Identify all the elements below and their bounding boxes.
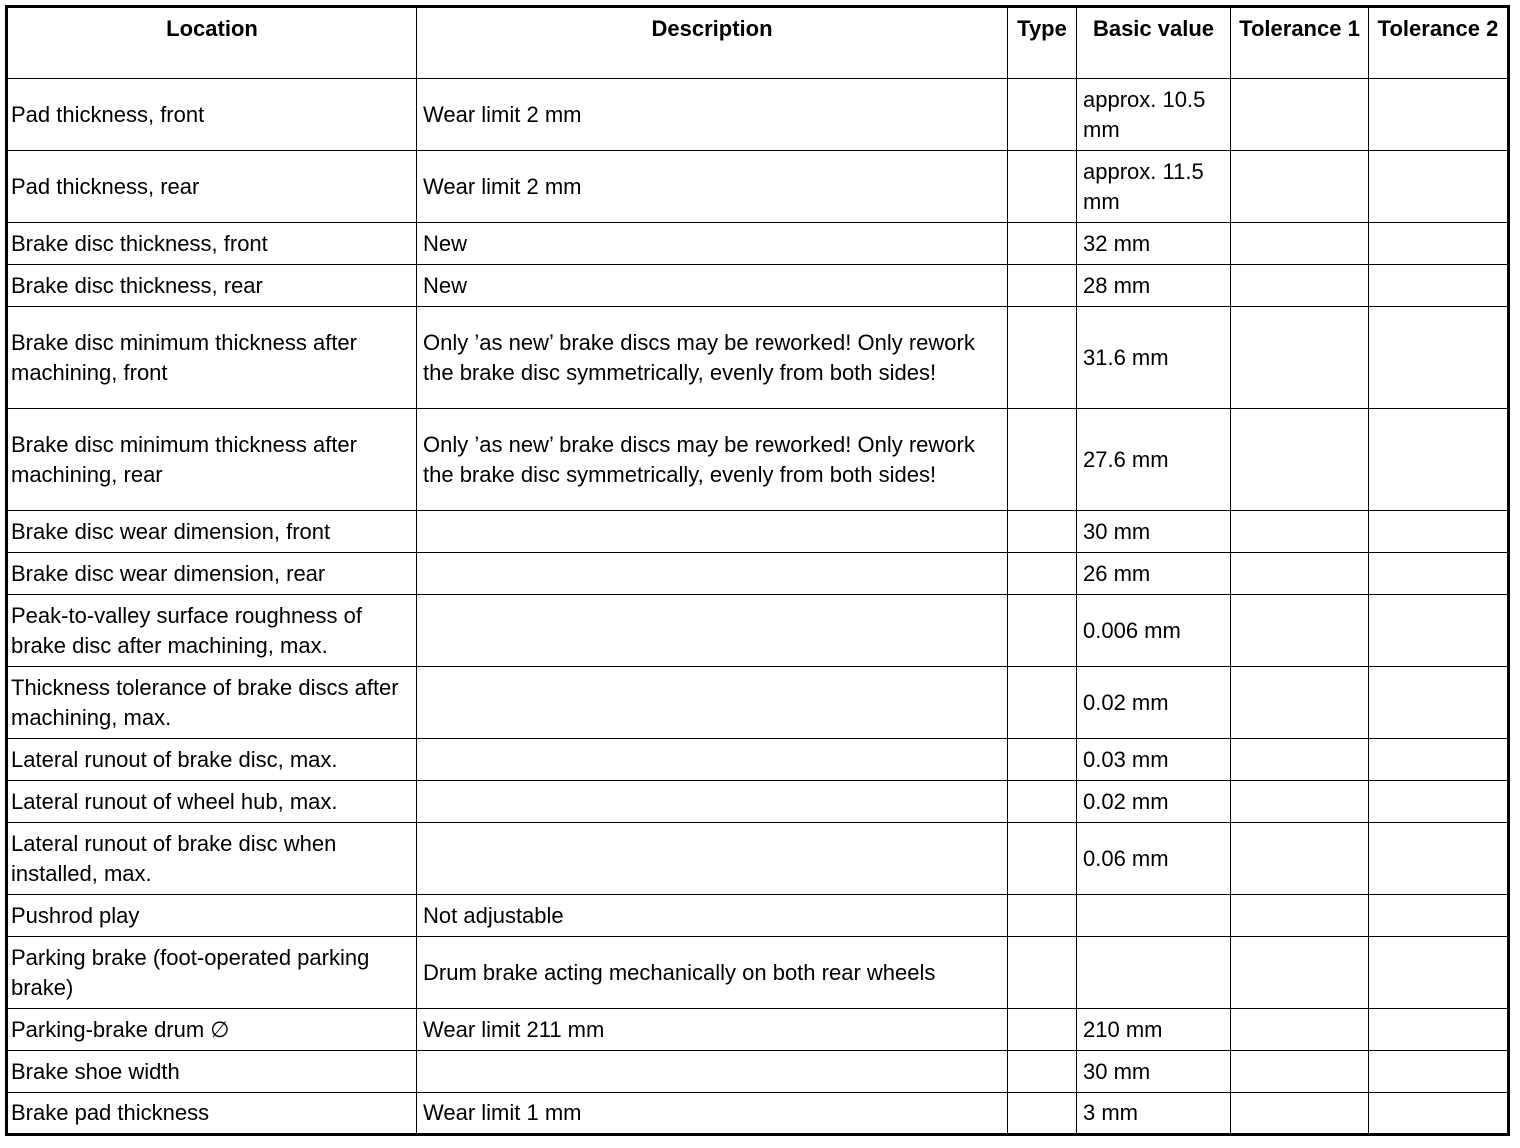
cell-tolerance-1: [1231, 307, 1369, 409]
cell-basic-value: 28 mm: [1077, 265, 1231, 307]
col-header-type: Type: [1008, 7, 1077, 79]
cell-basic-value: [1077, 895, 1231, 937]
cell-basic-value: 0.006 mm: [1077, 595, 1231, 667]
cell-location: Parking brake (foot-operated parking brake): [7, 937, 417, 1009]
cell-basic-value: 26 mm: [1077, 553, 1231, 595]
cell-tolerance-2: [1369, 79, 1509, 151]
cell-description: Not adjustable: [417, 895, 1008, 937]
cell-description: Wear limit 211 mm: [417, 1009, 1008, 1051]
cell-description: [417, 667, 1008, 739]
cell-location: Pad thickness, front: [7, 79, 417, 151]
table-row: [7, 823, 1509, 895]
col-header-location: Location: [7, 7, 417, 79]
cell-description: [417, 781, 1008, 823]
table-row: [7, 667, 1509, 739]
cell-tolerance-2: [1369, 781, 1509, 823]
cell-tolerance-2: [1369, 667, 1509, 739]
cell-tolerance-1: [1231, 739, 1369, 781]
cell-type: [1008, 307, 1077, 409]
cell-basic-value: [1077, 937, 1231, 1009]
cell-location: Brake pad thickness: [7, 1093, 417, 1135]
cell-description: [417, 823, 1008, 895]
table-row: [7, 1009, 1509, 1051]
cell-basic-value: 0.02 mm: [1077, 781, 1231, 823]
table-row: [7, 511, 1509, 553]
cell-tolerance-1: [1231, 1009, 1369, 1051]
table-row: [7, 553, 1509, 595]
cell-location: Lateral runout of brake disc when installed, max.: [7, 823, 417, 895]
cell-type: [1008, 409, 1077, 511]
cell-basic-value: 0.03 mm: [1077, 739, 1231, 781]
cell-location: Brake disc minimum thickness after machining, front: [7, 307, 417, 409]
cell-location: Lateral runout of brake disc, max.: [7, 739, 417, 781]
cell-location: Pushrod play: [7, 895, 417, 937]
cell-tolerance-1: [1231, 265, 1369, 307]
cell-basic-value: 27.6 mm: [1077, 409, 1231, 511]
cell-type: [1008, 1051, 1077, 1093]
cell-description: [417, 553, 1008, 595]
cell-tolerance-1: [1231, 223, 1369, 265]
cell-location: Brake disc minimum thickness after machining, rear: [7, 409, 417, 511]
cell-tolerance-2: [1369, 823, 1509, 895]
cell-tolerance-2: [1369, 511, 1509, 553]
cell-tolerance-1: [1231, 781, 1369, 823]
cell-basic-value: approx. 10.5 mm: [1077, 79, 1231, 151]
cell-description: Wear limit 2 mm: [417, 151, 1008, 223]
cell-tolerance-2: [1369, 553, 1509, 595]
cell-description: New: [417, 223, 1008, 265]
cell-basic-value: 31.6 mm: [1077, 307, 1231, 409]
cell-location: Thickness tolerance of brake discs after machining, max.: [7, 667, 417, 739]
table-row: [7, 223, 1509, 265]
cell-type: [1008, 553, 1077, 595]
brake-spec-table: [5, 5, 1510, 1136]
cell-description: [417, 511, 1008, 553]
col-header-tolerance-1: Tolerance 1: [1231, 7, 1369, 79]
table-row: [7, 1093, 1509, 1135]
table-row: [7, 739, 1509, 781]
cell-type: [1008, 895, 1077, 937]
table-body: [7, 79, 1509, 1135]
cell-basic-value: 0.02 mm: [1077, 667, 1231, 739]
cell-type: [1008, 667, 1077, 739]
cell-basic-value: 30 mm: [1077, 1051, 1231, 1093]
table-header: [7, 7, 1509, 79]
cell-location: Peak-to-valley surface roughness of brake disc after machining, max.: [7, 595, 417, 667]
cell-type: [1008, 1093, 1077, 1135]
cell-tolerance-1: [1231, 79, 1369, 151]
cell-description: [417, 1051, 1008, 1093]
cell-tolerance-2: [1369, 265, 1509, 307]
cell-tolerance-1: [1231, 1051, 1369, 1093]
col-header-description: Description: [417, 7, 1008, 79]
cell-location: Brake disc wear dimension, front: [7, 511, 417, 553]
cell-tolerance-2: [1369, 307, 1509, 409]
table-row: [7, 781, 1509, 823]
cell-type: [1008, 739, 1077, 781]
table-row: [7, 265, 1509, 307]
cell-basic-value: approx. 11.5 mm: [1077, 151, 1231, 223]
cell-tolerance-1: [1231, 1093, 1369, 1135]
cell-type: [1008, 823, 1077, 895]
table-row: [7, 307, 1509, 409]
cell-tolerance-2: [1369, 1051, 1509, 1093]
cell-description: New: [417, 265, 1008, 307]
cell-location: Parking-brake drum ∅: [7, 1009, 417, 1051]
cell-location: Pad thickness, rear: [7, 151, 417, 223]
table-row: [7, 895, 1509, 937]
cell-type: [1008, 781, 1077, 823]
cell-basic-value: 210 mm: [1077, 1009, 1231, 1051]
cell-location: Brake disc wear dimension, rear: [7, 553, 417, 595]
cell-tolerance-1: [1231, 511, 1369, 553]
table-row: [7, 79, 1509, 151]
cell-description: Only ’as new’ brake discs may be reworked! Only rework the brake disc symmetrically, evenly from both sides!: [417, 307, 1008, 409]
cell-tolerance-2: [1369, 1009, 1509, 1051]
cell-basic-value: 0.06 mm: [1077, 823, 1231, 895]
cell-tolerance-1: [1231, 409, 1369, 511]
table-row: [7, 1051, 1509, 1093]
cell-tolerance-1: [1231, 667, 1369, 739]
cell-location: Brake disc thickness, front: [7, 223, 417, 265]
cell-basic-value: 30 mm: [1077, 511, 1231, 553]
table-row: [7, 937, 1509, 1009]
cell-tolerance-2: [1369, 409, 1509, 511]
col-header-basic-value: Basic value: [1077, 7, 1231, 79]
cell-description: [417, 595, 1008, 667]
cell-type: [1008, 595, 1077, 667]
cell-description: Wear limit 1 mm: [417, 1093, 1008, 1135]
cell-type: [1008, 151, 1077, 223]
cell-tolerance-2: [1369, 595, 1509, 667]
cell-tolerance-1: [1231, 151, 1369, 223]
cell-description: Wear limit 2 mm: [417, 79, 1008, 151]
cell-type: [1008, 265, 1077, 307]
table-row: [7, 409, 1509, 511]
cell-basic-value: 32 mm: [1077, 223, 1231, 265]
table-row: [7, 595, 1509, 667]
cell-tolerance-1: [1231, 895, 1369, 937]
cell-description: [417, 739, 1008, 781]
cell-description: Only ’as new’ brake discs may be reworked! Only rework the brake disc symmetrically, evenly from both sides!: [417, 409, 1008, 511]
table-row: [7, 151, 1509, 223]
cell-type: [1008, 79, 1077, 151]
header-row: [7, 7, 1509, 79]
cell-description: Drum brake acting mechanically on both rear wheels: [417, 937, 1008, 1009]
cell-tolerance-2: [1369, 151, 1509, 223]
cell-location: Brake disc thickness, rear: [7, 265, 417, 307]
cell-type: [1008, 511, 1077, 553]
cell-tolerance-2: [1369, 937, 1509, 1009]
cell-location: Brake shoe width: [7, 1051, 417, 1093]
cell-basic-value: 3 mm: [1077, 1093, 1231, 1135]
cell-type: [1008, 937, 1077, 1009]
cell-tolerance-1: [1231, 937, 1369, 1009]
cell-tolerance-2: [1369, 895, 1509, 937]
cell-tolerance-2: [1369, 1093, 1509, 1135]
col-header-tolerance-2: Tolerance 2: [1369, 7, 1509, 79]
cell-tolerance-2: [1369, 223, 1509, 265]
cell-tolerance-1: [1231, 595, 1369, 667]
cell-type: [1008, 223, 1077, 265]
cell-tolerance-1: [1231, 553, 1369, 595]
cell-type: [1008, 1009, 1077, 1051]
cell-tolerance-2: [1369, 739, 1509, 781]
cell-tolerance-1: [1231, 823, 1369, 895]
cell-location: Lateral runout of wheel hub, max.: [7, 781, 417, 823]
